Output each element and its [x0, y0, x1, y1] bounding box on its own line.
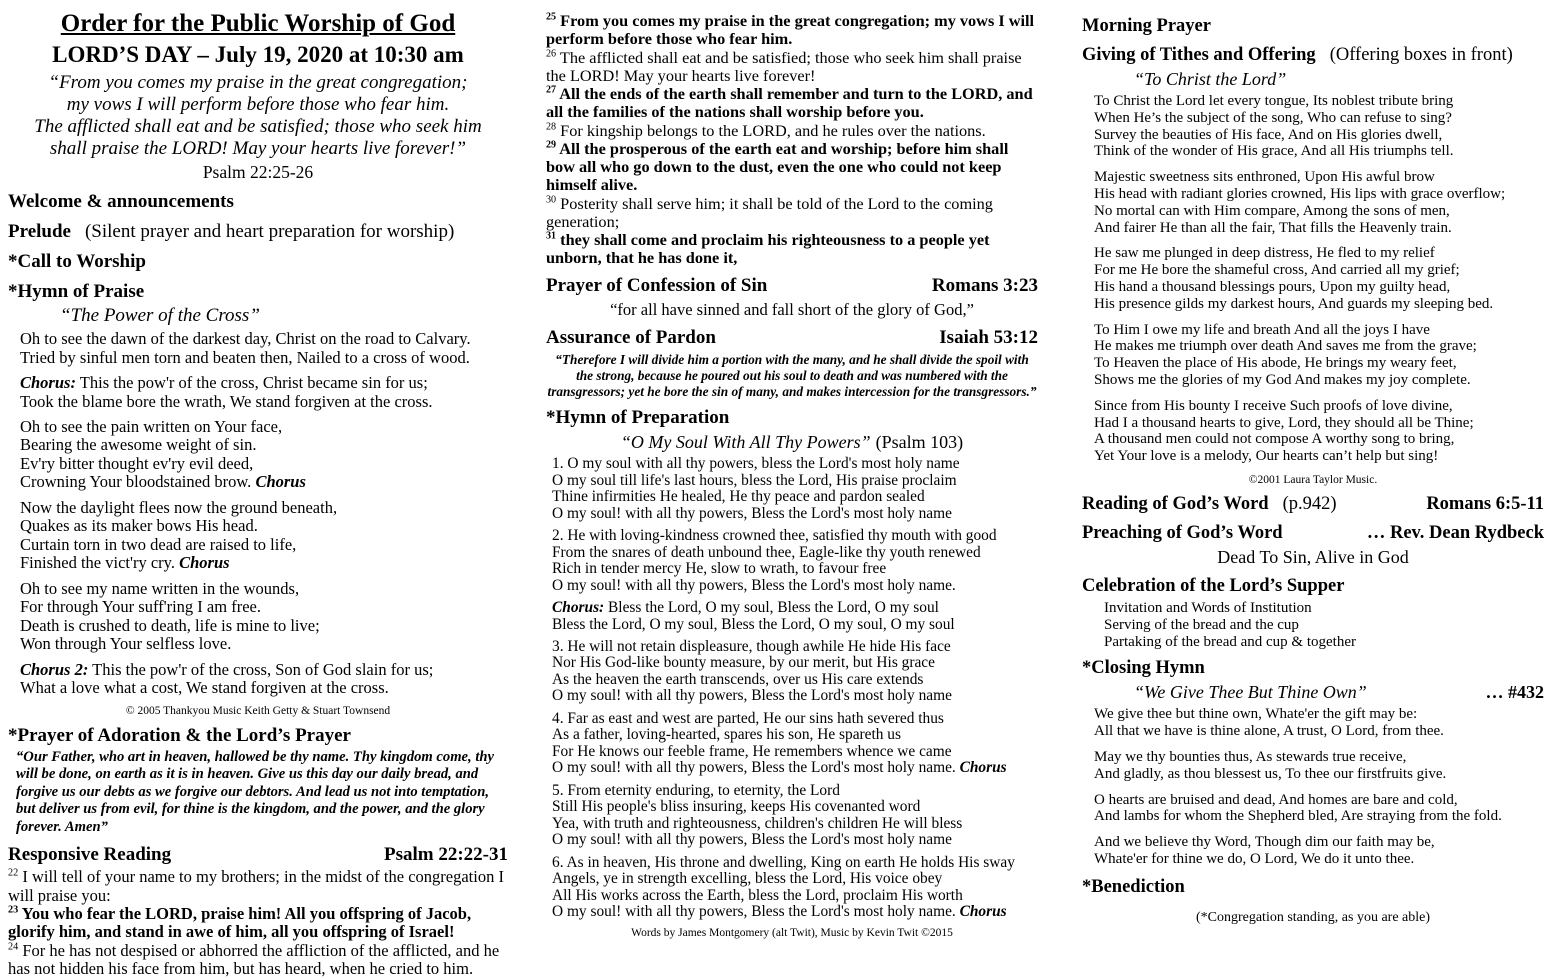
hymn-stanza: [552, 600, 1038, 633]
section-heading-text: [8, 221, 454, 243]
lyric-line: For through Your suff'ring I am free.: [20, 597, 261, 617]
heading-note: (Silent prayer and heart preparation for worship): [84, 221, 455, 243]
verse-number: 28: [546, 121, 557, 133]
lyric-line: And we believe thy Word, Though dim our faith may be,: [1094, 834, 1435, 851]
lyric-segment: Bless the Lord, O my soul, Bless the Lord, O my soul: [604, 599, 939, 617]
section-heading-text: [546, 407, 729, 429]
section-heading-text: [1082, 658, 1205, 679]
column-right: [1082, 8, 1544, 939]
verse-number: 26: [546, 48, 557, 60]
scripture-verse: [8, 905, 508, 942]
lyric-segment: This the pow'r of the cross, Christ became sin for us;: [75, 373, 428, 393]
lyric-line: Yet Your love is a melody, Our hearts can’t help but sing!: [1094, 448, 1439, 465]
copyright-note: ©2001 Laura Taylor Music.: [1248, 473, 1378, 486]
lyric-line: To Him I owe my life and breath And all the joys I have: [1094, 321, 1430, 338]
order-title: Order for the Public Worship of God: [60, 10, 456, 37]
hymn-stanza: [1094, 749, 1544, 783]
scripture-passage: [8, 868, 508, 979]
heading-reference: … Rev. Dean Rydbeck: [1366, 522, 1544, 543]
lyric-line: Angels, ye in strength excelling, bless the Lord, His voice obey: [552, 870, 943, 888]
section-heading-text: [1082, 45, 1513, 66]
section-heading-text: [1082, 494, 1337, 515]
lyric-line: We give thee but thine own, Whate'er the gift may be:: [1094, 706, 1418, 723]
lyric-segment: Chorus 2:: [20, 659, 89, 679]
assurance-quote: “Therefore I will divide him a portion with the many, and he shall divide the spoil with the strong, because he poured out his soul to death and was numbered with the transgressors; yet he bore the sin of many, and makes intercession for the transgressors.”: [547, 351, 1037, 399]
section-heading: [8, 725, 508, 747]
lyric-segment: This the pow'r of the cross, Son of God slain for us;: [88, 659, 434, 679]
psalm-reference: Psalm 22:25-26: [202, 162, 314, 183]
lyric-line: Rich in tender mercy He, slow to wrath, to favour free: [552, 560, 887, 578]
lyric-line: Oh to see the dawn of the darkest day, Christ on the road to Calvary.: [20, 329, 471, 349]
heading-label: Prayer of Confession of Sin: [546, 274, 768, 296]
hymn-title: [8, 305, 508, 327]
lyric-segment: Crowning Your bloodstained brow.: [20, 472, 256, 492]
lyric-line: 6. As in heaven, His throne and dwelling, King on earth He holds His sway: [552, 853, 1015, 871]
section-heading: [8, 251, 508, 273]
lyric-segment: Finished the vict'ry cry.: [20, 553, 180, 573]
lyric-line: To Christ the Lord let every tongue, Its noblest tribute bring: [1094, 93, 1454, 109]
hymn-stanza: [1094, 834, 1544, 868]
heading-label: *Call to Worship: [8, 251, 146, 273]
hymn-stanza: [1094, 398, 1544, 465]
verse-number: 23: [8, 904, 19, 916]
lyric-line: When He’s the subject of the song, Who can refuse to sing?: [1094, 109, 1452, 126]
lyric-line: 3. He will not retain displeasure, though awhile He hide His face: [552, 638, 951, 655]
lyric-line: Serving of the bread and the cup: [1104, 616, 1299, 633]
lyric-line: Now the daylight flees now the ground beneath,: [20, 497, 338, 517]
section-heading: [8, 221, 508, 243]
section-heading: [8, 281, 508, 303]
opening-scripture-quote: [8, 72, 508, 160]
lyric-line: Oh to see the pain written on Your face,: [20, 417, 283, 436]
heading-reference: Isaiah 53:12: [939, 326, 1038, 348]
standing-note: (*Congregation standing, as you are able): [1195, 909, 1431, 925]
heading-label: Responsive Reading: [8, 844, 172, 866]
lyric-line: Shows me the glories of my God And makes my joy complete.: [1094, 371, 1471, 388]
lyric-line: No mortal can with Him compare, Among the sons of men,: [1094, 202, 1450, 219]
verse-number: 25: [546, 11, 557, 23]
lyric-line: 1. O my soul with all thy powers, bless the Lord's most holy name: [552, 455, 960, 473]
verse-text: You who fear the LORD, praise him! All you offspring of Jacob, glorify him, and stand in awe of him, all you offspring of Israel!: [8, 904, 472, 942]
hymn-stanza: [1094, 706, 1544, 740]
lyric-line: [552, 904, 1038, 920]
hymn-number: … #432: [1485, 682, 1544, 703]
lyric-line: Quakes as its maker bows His head.: [20, 516, 258, 536]
section-heading: [8, 191, 508, 213]
lyric-line: For He knows our feeble frame, He remembers whence we came: [552, 742, 952, 760]
section-heading-text: [8, 725, 351, 747]
lyric-segment: Chorus: [959, 759, 1007, 777]
heading-label: *Benediction: [1082, 876, 1185, 897]
lyric-line: Tried by sinful men torn and beaten then, Nailed to a cross of wood.: [20, 347, 470, 367]
scripture-verse: [546, 85, 1038, 122]
lyric-line: May we thy bounties thus, As stewards true receive,: [1094, 748, 1407, 765]
verse-number: 24: [8, 941, 19, 953]
lyric-line: Yea, with truth and righteousness, children's children He will bless: [552, 814, 963, 832]
section-heading: [1082, 576, 1544, 597]
section-heading: [546, 407, 1038, 429]
lyric-line: A thousand men could not compose A worthy song to bring,: [1094, 431, 1455, 448]
section-heading-text: [1082, 576, 1344, 597]
heading-reference: Psalm 22:22-31: [383, 844, 508, 866]
lyric-segment: Chorus: [959, 903, 1007, 921]
lyric-line: To Heaven the place of His abode, He brings my weary feet,: [1094, 355, 1457, 372]
scripture-verse: [546, 12, 1038, 49]
lyric-line: Since from His bounty I receive Such proofs of love divine,: [1094, 397, 1453, 414]
lyric-line: Bearing the awesome weight of sin.: [20, 435, 257, 455]
section-heading-text: [1082, 16, 1211, 37]
hymn-title-text: “The Power of the Cross”: [60, 305, 260, 327]
hymn-stanza: [20, 580, 508, 654]
hymn-stanza: [20, 374, 508, 411]
hymn-stanza: [1094, 169, 1544, 236]
scripture-verse: [546, 140, 1038, 195]
hymn-title-text: “To Christ the Lord”: [1134, 69, 1287, 89]
lyric-line: As the heaven the earth transcends, over us His care extends: [552, 670, 924, 688]
hymn-stanza: [552, 456, 1038, 522]
heading-label: *Hymn of Preparation: [546, 407, 730, 429]
scripture-verse: [8, 868, 508, 905]
service-date: LORD’S DAY – July 19, 2020 at 10:30 am: [52, 42, 464, 67]
quote-line: The afflicted shall eat and be satisfied; those who seek him: [34, 116, 482, 138]
hymn-stanza: [20, 661, 508, 698]
section-heading: [546, 275, 1038, 297]
lyric-line: 2. He with loving-kindness crowned thee, satisfied thy mouth with good: [552, 527, 997, 545]
hymn-stanza: [1104, 600, 1544, 650]
lyric-line: Survey the beauties of His face, And on His glories dwell,: [1094, 126, 1443, 143]
lyric-line: What a love what a cost, We stand forgiven at the cross.: [20, 678, 389, 698]
lyric-segment: Chorus: [179, 553, 230, 573]
lyric-segment: O my soul! with all thy powers, Bless the Lord's most holy name.: [552, 903, 960, 921]
scripture-verse: [546, 122, 1038, 140]
hymn-stanza: [552, 639, 1038, 705]
verse-text: I will tell of your name to my brothers; in the midst of the congregation I will praise you:: [8, 867, 504, 905]
lyric-line: O my soul! with all thy powers, Bless the Lord's most holy name: [552, 687, 952, 705]
section-heading-text: [8, 191, 234, 213]
lyric-line: And fairer He than all the fair, That fills the Heavenly train.: [1094, 219, 1452, 236]
lyric-line: Curtain torn in two dead are raised to life,: [20, 534, 297, 554]
hymn-stanza: [552, 783, 1038, 849]
sermon-title: Dead To Sin, Alive in God: [1217, 546, 1409, 567]
lyric-line: Majestic sweetness sits enthroned, Upon His awful brow: [1094, 169, 1435, 186]
hymn-title-text: “O My Soul With All Thy Powers”: [620, 432, 871, 453]
lyric-line: His presence gilds my darkest hours, And guards my sleeping bed.: [1094, 295, 1494, 312]
lyric-segment: O my soul! with all thy powers, Bless the Lord's most holy name.: [552, 759, 960, 777]
section-heading-text: [8, 251, 146, 273]
hymn-title: [1082, 69, 1544, 90]
heading-label: *Prayer of Adoration & the Lord’s Prayer: [8, 724, 351, 746]
lyric-line: [552, 760, 1038, 776]
lyric-line: [552, 600, 1038, 616]
lyric-line: Ev'ry bitter thought ev'ry evil deed,: [20, 453, 254, 473]
quote-line: “From you comes my praise in the great congregation;: [48, 72, 468, 93]
lyric-line: 4. Far as east and west are parted, He our sins hath severed thus: [552, 709, 944, 727]
heading-note: (p.942): [1282, 493, 1337, 514]
scripture-verse: [546, 231, 1038, 268]
column-middle: [546, 8, 1038, 939]
lyric-line: From the snares of death unbound thee, Eagle-like thy youth renewed: [552, 543, 981, 561]
lyric-line: 5. From eternity enduring, to eternity, the Lord: [552, 781, 840, 799]
heading-label: Prelude: [8, 221, 71, 243]
lyric-line: He makes me triumph over death And saves me from the grave;: [1094, 338, 1477, 355]
scripture-verse: [8, 942, 508, 979]
lyric-line: And gladly, as thou blessest us, To thee our firstfruits give.: [1094, 765, 1447, 782]
lyric-line: All that we have is thine alone, A trust, O Lord, from thee.: [1094, 723, 1444, 740]
section-heading-text: [1082, 877, 1185, 898]
section-heading-text: [1082, 523, 1283, 544]
confession-response: “for all have sinned and fall short of the glory of God,”: [610, 299, 974, 319]
lyric-line: And lambs for whom the Shepherd bled, Are straying from the fold.: [1094, 808, 1502, 825]
verse-text: they shall come and proclaim his righteousness to a people yet unborn, that he has done it,: [546, 230, 990, 268]
section-heading-text: [8, 844, 171, 866]
lyric-line: [20, 374, 508, 392]
heading-label: *Hymn of Praise: [8, 281, 145, 303]
verse-text: For he has not despised or abhorred the affliction of the afflicted, and he has not hidden his face from him, but has heard, when he cried to him.: [8, 940, 500, 979]
section-heading-text: [546, 275, 767, 297]
verse-number: 22: [8, 867, 19, 879]
heading-label: Preaching of God’s Word: [1082, 522, 1283, 543]
hymn-title: [1082, 682, 1544, 703]
verse-text: All the prosperous of the earth eat and worship; before him shall bow all who go down to the dust, even the one who could not keep himself alive.: [546, 138, 1009, 195]
verse-text: The afflicted shall eat and be satisfied; those who seek him shall praise the LORD! May your hearts live forever!: [546, 47, 1022, 85]
verse-text: All the ends of the earth shall remember and turn to the LORD, and all the families of the nations shall worship before you.: [546, 84, 1033, 122]
lyric-line: Had I a thousand hearts to give, Lord, they should all be Thine;: [1094, 414, 1474, 431]
lyric-line: His head with radiant glories crowned, His lips with grace overflow;: [1094, 185, 1506, 202]
hymn-stanza: [552, 528, 1038, 594]
copyright-note: Words by James Montgomery (alt Twit), Music by Kevin Twit ©2015: [631, 926, 953, 939]
hymn-stanza: [20, 499, 508, 573]
lyric-line: [20, 554, 508, 572]
hymn-title-note: (Psalm 103): [875, 432, 964, 453]
column-left: [8, 8, 508, 979]
lyric-line: [20, 473, 508, 491]
scripture-verse: [546, 49, 1038, 86]
heading-label: Morning Prayer: [1082, 16, 1211, 36]
lyric-line: Think of the wonder of His grace, And all His triumphs tell.: [1094, 143, 1454, 160]
hymn-stanza: [1094, 322, 1544, 389]
lyric-line: Oh to see my name written in the wounds,: [20, 578, 300, 598]
hymn-stanza: [1094, 245, 1544, 312]
quote-line: shall praise the LORD! May your hearts live forever!”: [49, 138, 467, 160]
lyric-line: O my soul! with all thy powers, Bless the Lord's most holy name.: [552, 576, 956, 594]
lyric-line: Bless the Lord, O my soul, Bless the Lord, O my soul, O my soul: [552, 615, 955, 633]
lyric-line: Invitation and Words of Institution: [1104, 599, 1312, 616]
lyric-line: Death is crushed to death, life is mine to live;: [20, 615, 320, 635]
hymn-stanza: [552, 711, 1038, 777]
lyric-line: All His works across the Earth, bless the Lord, proclaim His worth: [552, 886, 963, 904]
hymn-title-text: “We Give Thee But Thine Own”: [1134, 682, 1367, 703]
section-heading: [546, 327, 1038, 349]
scripture-verse: [546, 195, 1038, 232]
quote-line: my vows I will perform before those who fear him.: [66, 94, 450, 116]
heading-label: Giving of Tithes and Offering: [1082, 45, 1316, 65]
heading-label: Welcome & announcements: [8, 191, 234, 213]
lyric-segment: Chorus:: [552, 599, 605, 617]
lyric-line: He saw me plunged in deep distress, He fled to my relief: [1094, 245, 1435, 262]
hymn-stanza: [20, 330, 508, 367]
heading-label: Assurance of Pardon: [546, 326, 716, 348]
heading-label: Celebration of the Lord’s Supper: [1082, 575, 1345, 596]
verse-number: 31: [546, 230, 557, 242]
section-heading: [1082, 877, 1544, 898]
heading-reference: Romans 3:23: [931, 274, 1038, 296]
verse-text: From you comes my praise in the great congregation; my vows I will perform before those who fear him.: [546, 11, 1035, 49]
hymn-stanza: [20, 418, 508, 492]
lyric-line: Won through Your selfless love.: [20, 634, 232, 654]
heading-reference: Romans 6:5-11: [1426, 493, 1544, 514]
lyric-line: O my soul! with all thy powers, Bless the Lord's most holy name: [552, 831, 952, 849]
lyric-segment: Chorus:: [20, 373, 76, 393]
hymn-stanza: [1094, 93, 1544, 160]
lyric-line: As a father, loving-hearted, spares his son, He spareth us: [552, 726, 901, 744]
section-heading-text: [546, 327, 716, 349]
lyric-segment: Chorus: [255, 472, 306, 492]
heading-label: *Closing Hymn: [1082, 658, 1205, 679]
heading-label: Reading of God’s Word: [1082, 493, 1269, 514]
verse-text: Posterity shall serve him; it shall be told of the Lord to the coming generation;: [546, 193, 993, 231]
lyric-line: Partaking of the bread and cup & together: [1104, 633, 1356, 650]
section-heading: [8, 844, 508, 866]
lyric-line: For me He bore the shameful cross, And carried all my grief;: [1094, 262, 1460, 279]
section-heading: [1082, 658, 1544, 679]
lyric-line: Nor His God-like bounty measure, by our merit, but His grace: [552, 654, 935, 672]
verse-text: For kingship belongs to the LORD, and he rules over the nations.: [560, 120, 986, 140]
heading-note: (Offering boxes in front): [1329, 45, 1513, 65]
lyric-line: O my soul! with all thy powers, Bless the Lord's most holy name: [552, 504, 952, 522]
copyright-note: © 2005 Thankyou Music Keith Getty & Stuart Townsend: [125, 704, 391, 717]
lyric-line: His hand a thousand blessings pours, Upon my guilty head,: [1094, 278, 1451, 295]
lyric-line: O hearts are bruised and dead, And homes are bare and cold,: [1094, 791, 1458, 808]
section-heading-text: [8, 281, 144, 303]
hymn-title: [546, 432, 1038, 453]
section-heading: [1082, 494, 1544, 515]
lyric-line: Thine infirmities He healed, He thy peace and pardon sealed: [552, 488, 925, 506]
section-heading: [1082, 16, 1544, 37]
section-heading: [1082, 45, 1544, 66]
verse-number: 30: [546, 194, 557, 206]
lyric-line: O my soul till life's last hours, bless the Lord, His praise proclaim: [552, 471, 957, 489]
lyric-line: Still His people's bliss insuring, keeps His covenanted word: [552, 798, 921, 816]
lyric-line: Took the blame bore the wrath, We stand forgiven at the cross.: [20, 391, 433, 411]
lyric-line: [20, 661, 508, 679]
lyric-line: Whate'er for thine we do, O Lord, We do it unto thee.: [1094, 850, 1415, 867]
verse-number: 27: [546, 84, 557, 96]
lords-prayer-text: “Our Father, who art in heaven, hallowed be thy name. Thy kingdom come, thy will be done, on earth as it is in heaven. Give us this day our daily bread, and forgive us our debts as we forgive our debtors. And lead us not into temptation, but deliver us from evil, for thine is the kingdom, and the power, and the glory forever. Amen”: [16, 748, 494, 835]
scripture-passage: [546, 12, 1038, 268]
verse-number: 29: [546, 139, 557, 151]
hymn-stanza: [1094, 792, 1544, 826]
hymn-stanza: [552, 855, 1038, 921]
section-heading: [1082, 523, 1544, 544]
